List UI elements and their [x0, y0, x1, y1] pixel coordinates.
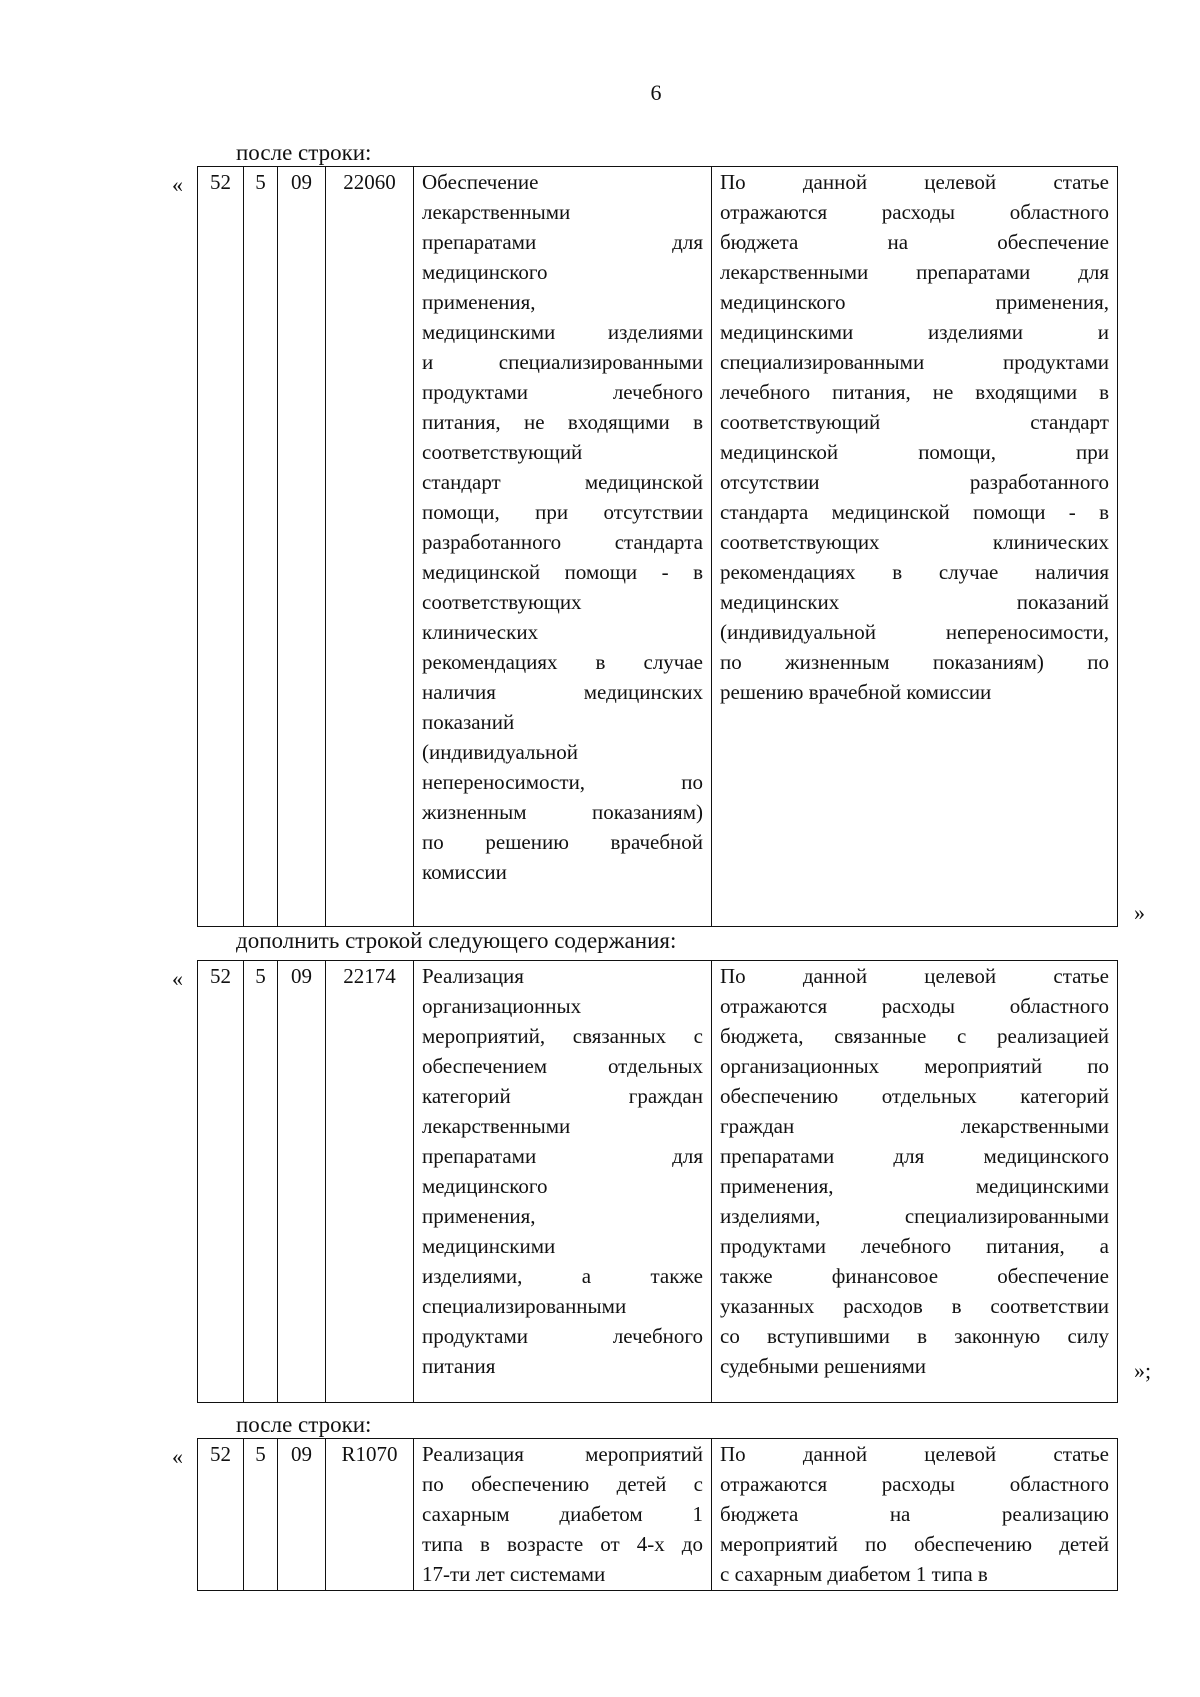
- code-cell: 5: [244, 167, 278, 927]
- text-line: Реализация: [422, 964, 524, 988]
- text-line: специализированными продуктами: [720, 350, 1109, 374]
- text-line: медицинских показаний: [720, 590, 1109, 614]
- description-cell: [712, 1439, 1118, 1591]
- text-line: отражаются расходы областного: [720, 200, 1109, 224]
- text-line: показаний: [422, 710, 515, 734]
- section-intro: после строки:: [236, 1412, 372, 1437]
- text-line: отражаются расходы областного: [720, 1472, 1109, 1496]
- text-line: рекомендациях в случае наличия: [720, 560, 1109, 584]
- text-line: по решению врачебной: [422, 830, 703, 854]
- table-row: [198, 961, 1118, 1403]
- code-cell: 52: [198, 1439, 244, 1591]
- close-quote: »: [1134, 900, 1145, 925]
- text-line: препаратами для: [422, 1144, 703, 1168]
- budget-table: [197, 960, 1118, 1403]
- text-line: стандарта медицинской помощи - в: [720, 500, 1109, 524]
- text-line: отсутствии разработанного: [720, 470, 1109, 494]
- text-line: соответствующих: [422, 590, 582, 614]
- open-quote: «: [172, 172, 183, 197]
- text-line: по обеспечению детей с: [422, 1472, 703, 1496]
- text-line: бюджета на реализацию: [720, 1502, 1109, 1526]
- code-cell: 22174: [326, 961, 414, 1403]
- text-line: применения,: [422, 290, 536, 314]
- page-number: 6: [650, 80, 662, 105]
- text-line: со вступившими в законную силу: [720, 1324, 1109, 1348]
- name-cell: [414, 1439, 712, 1591]
- text-line: препаратами для медицинского: [720, 1144, 1109, 1168]
- text-line: медицинского: [422, 1174, 548, 1198]
- text-line: медицинскими изделиями: [422, 320, 703, 344]
- text-line: медицинской помощи, при: [720, 440, 1109, 464]
- text-line: обеспечением отдельных: [422, 1054, 703, 1078]
- code-cell: 09: [278, 961, 326, 1403]
- text-line: Обеспечение: [422, 170, 539, 194]
- text-line: По данной целевой статье: [720, 170, 1109, 194]
- text-line: лекарственными: [422, 200, 571, 224]
- text-line: медицинской помощи - в: [422, 560, 703, 584]
- open-quote: «: [172, 1444, 183, 1469]
- text-line: мероприятий, связанных с: [422, 1024, 703, 1048]
- text-line: продуктами лечебного питания, а: [720, 1234, 1109, 1258]
- text-line: (индивидуальной непереносимости,: [720, 620, 1109, 644]
- text-line: медицинскими: [422, 1234, 556, 1258]
- code-cell: 09: [278, 167, 326, 927]
- code-cell: 5: [244, 1439, 278, 1591]
- text-line: бюджета, связанные с реализацией: [720, 1024, 1109, 1048]
- text-line: непереносимости, по: [422, 770, 703, 794]
- table-row: [198, 167, 1118, 927]
- code-cell: 52: [198, 961, 244, 1403]
- text-line: соответствующий стандарт: [720, 410, 1109, 434]
- text-line: комиссии: [422, 860, 507, 884]
- text-line: клинических: [422, 620, 539, 644]
- text-line: продуктами лечебного: [422, 380, 703, 404]
- text-line: соответствующий: [422, 440, 583, 464]
- text-line: стандарт медицинской: [422, 470, 703, 494]
- text-line: организационных мероприятий по: [720, 1054, 1109, 1078]
- open-quote: «: [172, 966, 183, 991]
- text-line: специализированными: [422, 1294, 627, 1318]
- text-line: организационных: [422, 994, 582, 1018]
- code-cell: 22060: [326, 167, 414, 927]
- code-cell: 52: [198, 167, 244, 927]
- text-line: препаратами для: [422, 230, 703, 254]
- close-quote: »;: [1134, 1358, 1152, 1383]
- text-line: с сахарным диабетом 1 типа в: [720, 1562, 988, 1586]
- budget-table: [197, 1438, 1118, 1591]
- text-line: жизненным показаниям): [422, 800, 703, 824]
- description-cell: [712, 167, 1118, 927]
- text-line: По данной целевой статье: [720, 1442, 1109, 1466]
- table-row: [198, 1439, 1118, 1591]
- text-line: категорий граждан: [422, 1084, 703, 1108]
- text-line: лечебного питания, не входящими в: [720, 380, 1109, 404]
- budget-table: [197, 166, 1118, 927]
- text-line: медицинского: [422, 260, 548, 284]
- text-line: изделиями, а также: [422, 1264, 703, 1288]
- section-intro: дополнить строкой следующего содержания:: [236, 928, 677, 953]
- text-line: помощи, при отсутствии: [422, 500, 703, 524]
- text-line: и специализированными: [422, 350, 703, 374]
- text-line: обеспечению отдельных категорий: [720, 1084, 1109, 1108]
- text-line: применения, медицинскими: [720, 1174, 1109, 1198]
- text-line: отражаются расходы областного: [720, 994, 1109, 1018]
- text-line: по жизненным показаниям) по: [720, 650, 1109, 674]
- code-cell: 09: [278, 1439, 326, 1591]
- text-line: лекарственными: [422, 1114, 571, 1138]
- text-line: судебными решениями: [720, 1354, 927, 1378]
- text-line: бюджета на обеспечение: [720, 230, 1109, 254]
- text-line: применения,: [422, 1204, 536, 1228]
- text-line: сахарным диабетом 1: [422, 1502, 703, 1526]
- code-cell: 5: [244, 961, 278, 1403]
- text-line: решению врачебной комиссии: [720, 680, 992, 704]
- text-line: 17-ти лет системами: [422, 1562, 606, 1586]
- text-line: типа в возрасте от 4-х до: [422, 1532, 703, 1556]
- text-line: также финансовое обеспечение: [720, 1264, 1109, 1288]
- text-line: указанных расходов в соответствии: [720, 1294, 1109, 1318]
- text-line: разработанного стандарта: [422, 530, 703, 554]
- text-line: Реализация мероприятий: [422, 1442, 703, 1466]
- name-cell: [414, 167, 712, 927]
- text-line: изделиями, специализированными: [720, 1204, 1109, 1228]
- section-intro: после строки:: [236, 140, 372, 165]
- text-line: продуктами лечебного: [422, 1324, 703, 1348]
- text-line: граждан лекарственными: [720, 1114, 1109, 1138]
- text-line: медицинскими изделиями и: [720, 320, 1109, 344]
- text-line: медицинского применения,: [720, 290, 1109, 314]
- code-cell: R1070: [326, 1439, 414, 1591]
- description-cell: [712, 961, 1118, 1403]
- text-line: наличия медицинских: [422, 680, 703, 704]
- text-line: питания: [422, 1354, 496, 1378]
- name-cell: [414, 961, 712, 1403]
- text-line: По данной целевой статье: [720, 964, 1109, 988]
- text-line: соответствующих клинических: [720, 530, 1109, 554]
- text-line: (индивидуальной: [422, 740, 578, 764]
- text-line: лекарственными препаратами для: [720, 260, 1109, 284]
- text-line: мероприятий по обеспечению детей: [720, 1532, 1109, 1556]
- text-line: рекомендациях в случае: [422, 650, 703, 674]
- text-line: питания, не входящими в: [422, 410, 703, 434]
